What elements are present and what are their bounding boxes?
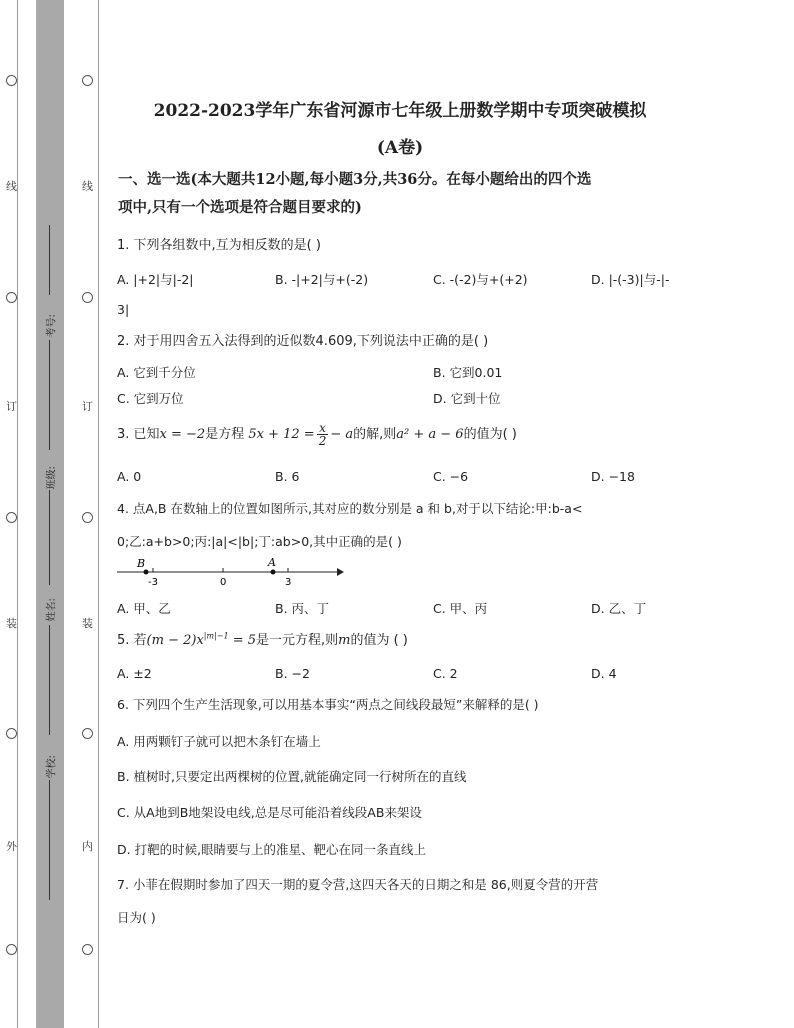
seal-char-inner: 线 xyxy=(82,180,93,193)
question-4-option-b: B. 丙、丁 xyxy=(275,601,330,616)
binding-hole-circle xyxy=(82,944,93,955)
question-4-option-c: C. 甲、丙 xyxy=(433,601,488,616)
question-6-option-a: A. 用两颗钉子就可以把木条钉在墙上 xyxy=(117,734,321,749)
question-3-text: 是方程 xyxy=(205,427,245,442)
question-3-text: 3. 已知 xyxy=(117,427,160,442)
page-subtitle: (A卷) xyxy=(376,138,424,158)
question-5-option-d: D. 4 xyxy=(591,666,617,681)
question-3-option-d: D. −18 xyxy=(591,469,635,484)
question-7-stem-line2: 日为( ) xyxy=(117,910,156,925)
question-1-option-d-wrap: 3| xyxy=(117,302,130,317)
field-label-school: 学校: xyxy=(46,755,58,779)
binding-hole-circle xyxy=(6,292,17,303)
field-underline xyxy=(49,780,50,900)
question-5-exponent: |m|−1 xyxy=(203,631,229,641)
question-2-option-c: C. 它到万位 xyxy=(117,391,184,406)
question-1-option-c: C. -(-2)与+(+2) xyxy=(433,272,528,287)
question-1-option-d: D. |-(-3)|与-|- xyxy=(591,272,670,287)
question-3-math: a² + a − 6 xyxy=(396,427,464,442)
tick-label-0: 0 xyxy=(220,577,227,587)
number-line-arrow-icon xyxy=(337,568,344,576)
question-1-option-b: B. -|+2|与+(-2) xyxy=(275,272,369,287)
field-underline xyxy=(49,625,50,735)
question-3-option-a: A. 0 xyxy=(117,469,142,484)
binding-hole-circle xyxy=(82,292,93,303)
seal-char-outer: 线 xyxy=(6,180,17,193)
question-6-option-d: D. 打靶的时候,眼睛要与上的准星、靶心在同一条直线上 xyxy=(117,842,427,857)
question-4-stem-line2: 0;乙:a+b>0;丙:|a|<|b|;丁:ab>0,其中正确的是( ) xyxy=(117,534,402,549)
field-underline xyxy=(49,490,50,585)
question-5-text: 的值为 ( ) xyxy=(350,633,408,648)
question-5-stem xyxy=(117,629,408,648)
number-line-figure xyxy=(115,555,345,587)
binding-line-inner xyxy=(98,0,99,1028)
point-b-dot xyxy=(144,570,149,575)
question-5-math: = 5 xyxy=(228,633,256,648)
question-3-math: 5x + 12 = xyxy=(248,427,315,442)
field-underline xyxy=(49,340,50,450)
question-5-math: (m − 2)x xyxy=(146,633,204,648)
question-3-fraction xyxy=(317,422,329,447)
binding-hole-circle xyxy=(82,728,93,739)
question-5-option-c: C. 2 xyxy=(433,666,458,681)
binding-hole-circle xyxy=(6,75,17,86)
point-a-label: A xyxy=(268,556,276,569)
seal-char-outer: 订 xyxy=(6,400,17,413)
question-3-stem xyxy=(117,422,517,447)
question-5-text: 5. 若 xyxy=(117,633,147,648)
binding-hole-circle xyxy=(6,728,17,739)
question-6-stem: 6. 下列四个生产生活现象,可以用基本事实“两点之间线段最短”来解释的是( ) xyxy=(117,697,539,712)
question-7-stem-line1: 7. 小菲在假期时参加了四天一期的夏令营,这四天各天的日期之和是 86,则夏令营的开营 xyxy=(117,877,599,892)
field-label-exam-no: 考号: xyxy=(46,314,58,338)
question-3-option-c: C. −6 xyxy=(433,469,469,484)
point-b-label: B xyxy=(137,557,146,570)
question-4-option-d: D. 乙、丁 xyxy=(591,601,647,616)
question-3-text: 的解,则 xyxy=(353,427,397,442)
seal-char-inner: 订 xyxy=(82,400,93,413)
section-heading xyxy=(118,166,678,222)
binding-hole-circle xyxy=(6,512,17,523)
question-2-option-a: A. 它到千分位 xyxy=(117,365,196,380)
page-title: 2022-2023学年广东省河源市七年级上册数学期中专项突破模拟 xyxy=(153,101,647,121)
seal-char-inner: 内 xyxy=(82,840,93,853)
question-4-option-a: A. 甲、乙 xyxy=(117,601,171,616)
binding-hole-circle xyxy=(82,512,93,523)
question-5-option-a: A. ±2 xyxy=(117,666,152,681)
seal-char-outer: 外 xyxy=(6,840,17,853)
binding-gray-strip xyxy=(36,0,64,1028)
question-5-text: 是一元方程,则 xyxy=(256,633,339,648)
question-3-text: 的值为( ) xyxy=(463,427,517,442)
section-heading-line1: 一、选一选(本大题共12小题,每小题3分,共36分。在每小题给出的四个选 xyxy=(118,171,592,188)
binding-hole-circle xyxy=(82,75,93,86)
field-label-class: 班级: xyxy=(46,466,58,490)
question-6-option-c: C. 从A地到B地架设电线,总是尽可能沿着线段AB来架设 xyxy=(117,805,422,820)
fraction-numerator: x xyxy=(317,422,329,435)
tick-label-3: 3 xyxy=(285,577,292,587)
question-3-option-b: B. 6 xyxy=(275,469,300,484)
question-2-option-b: B. 它到0.01 xyxy=(433,365,503,380)
question-1-option-a: A. |+2|与|-2| xyxy=(117,272,194,287)
question-3-math: − a xyxy=(330,427,354,442)
question-6-option-b: B. 植树时,只要定出两棵树的位置,就能确定同一行树所在的直线 xyxy=(117,769,467,784)
question-2-option-d: D. 它到十位 xyxy=(433,391,501,406)
tick-label-neg3: -3 xyxy=(148,577,158,587)
point-a-dot xyxy=(271,570,276,575)
binding-hole-circle xyxy=(6,944,17,955)
question-2-stem: 2. 对于用四舍五入法得到的近似数4.609,下列说法中正确的是( ) xyxy=(117,334,489,349)
section-heading-line2: 项中,只有一个选项是符合题目要求的) xyxy=(118,199,362,216)
question-5-option-b: B. −2 xyxy=(275,666,310,681)
binding-line-outer xyxy=(17,0,18,1028)
question-1-stem: 1. 下列各组数中,互为相反数的是( ) xyxy=(117,238,321,253)
question-4-stem-line1: 4. 点A,B 在数轴上的位置如图所示,其对应的数分别是 a 和 b,对于以下结论:甲:b-a< xyxy=(117,501,583,516)
field-underline xyxy=(49,225,50,295)
question-5-math: m xyxy=(338,633,351,648)
seal-char-inner: 装 xyxy=(82,617,93,630)
question-3-math: x = −2 xyxy=(159,427,206,442)
fraction-denominator: 2 xyxy=(318,434,327,448)
field-label-name: 姓名: xyxy=(46,598,58,622)
seal-char-outer: 装 xyxy=(6,617,17,630)
